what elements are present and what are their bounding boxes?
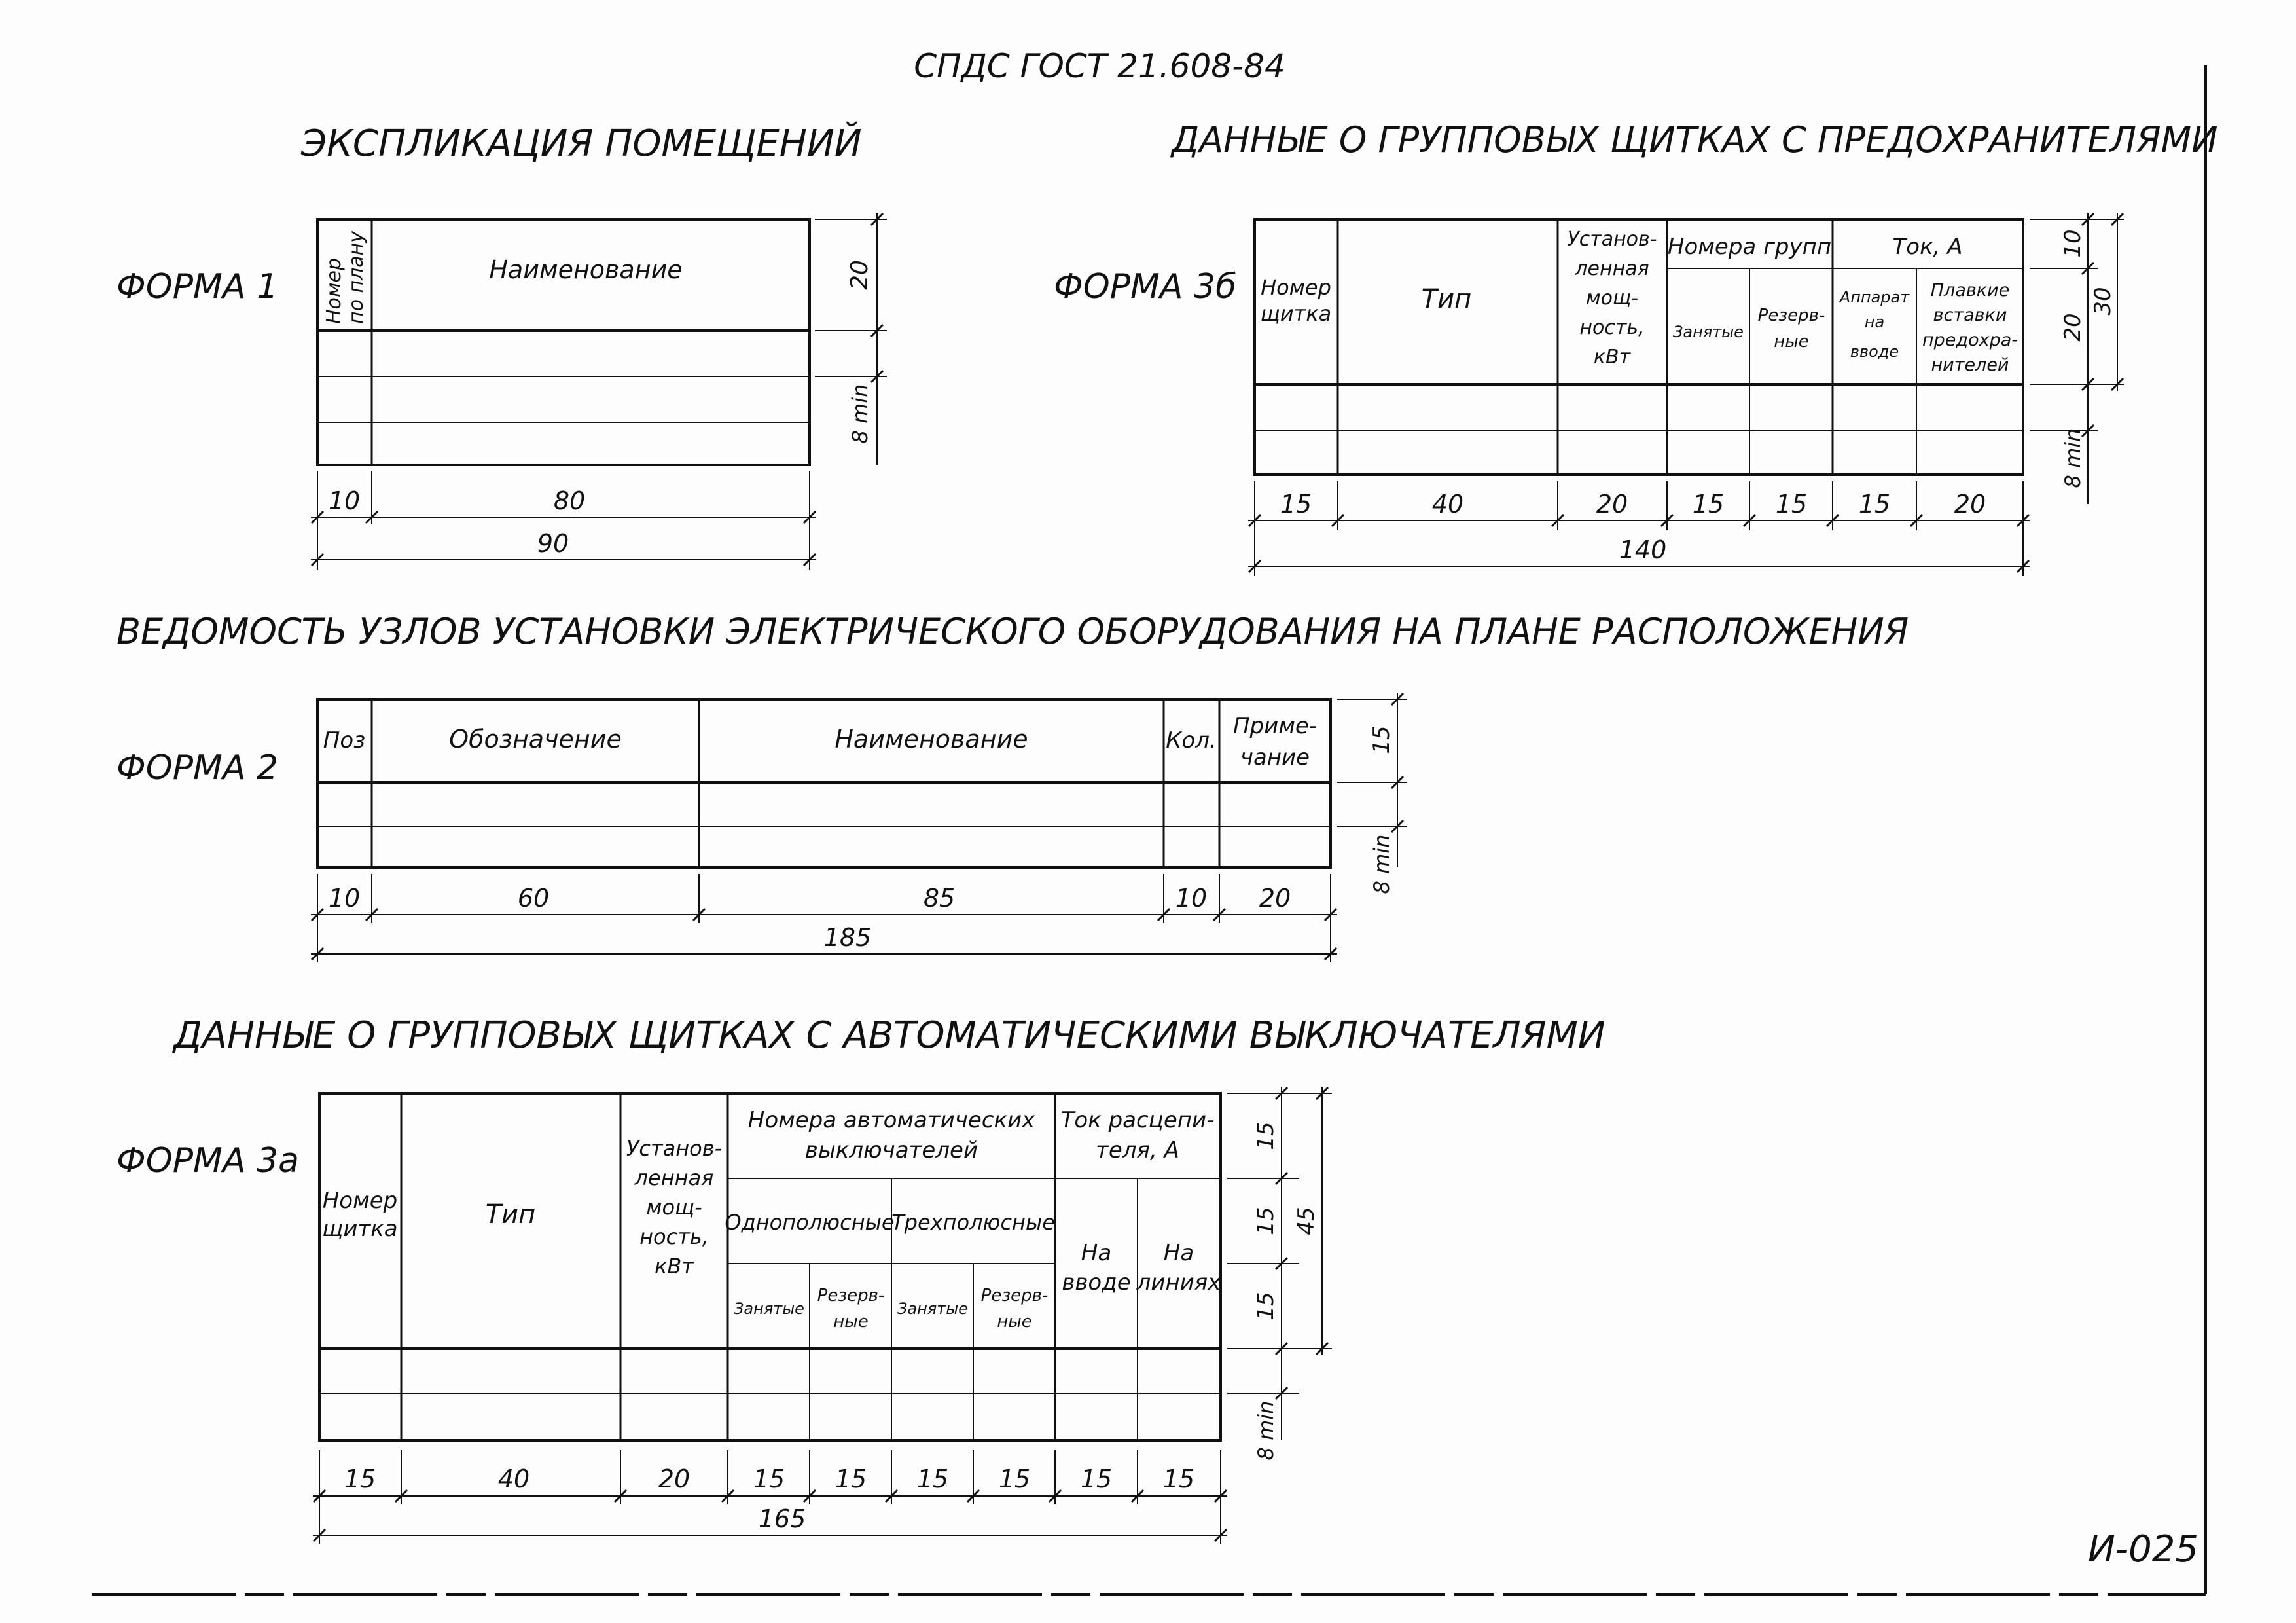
form3a-dim-col-6: 15 [916, 1465, 949, 1493]
form3b-col-panel-number-2: щитка [1260, 301, 1332, 326]
form2-dim-row-height: 8 min [1369, 834, 1394, 894]
form3b-dim-total: 140 [1619, 536, 1667, 564]
sheet-code: И-025 [2088, 1528, 2198, 1571]
form3a-col-breaker-numbers-1: Номера автоматических [747, 1107, 1035, 1133]
form1-dim-col-number: 10 [328, 486, 361, 515]
form2-col-name: Наименование [834, 725, 1028, 754]
form2-col-qty: Кол. [1166, 727, 1217, 754]
form3b-dim-row-height: 8 min [2060, 428, 2085, 488]
form1-dim-col-name: 80 [553, 486, 586, 515]
form1-section-title: ЭКСПЛИКАЦИЯ ПОМЕЩЕНИЙ [301, 122, 862, 165]
form3b-col-power-1: Установ- [1567, 228, 1657, 251]
form3a-col-three-pole: Трехполюсные [891, 1210, 1055, 1235]
form3b-col-power-5: кВт [1593, 346, 1631, 369]
form2-col-note-1: Приме- [1232, 713, 1318, 739]
form3a-col-breaker-numbers-2: выключателей [804, 1137, 978, 1163]
form2-dim-col-1: 10 [328, 884, 361, 913]
form3b-col-input-device-1: Аппарат [1839, 288, 1910, 306]
form3a-col-on-lines-2: линиях [1136, 1269, 1221, 1296]
form3b-col-power-4: ность, [1579, 316, 1645, 339]
form3a-dim-col-3: 20 [658, 1465, 691, 1493]
form3a-col-reserve-2a: Резерв- [980, 1286, 1049, 1305]
form3b-dim-col-6: 15 [1858, 490, 1891, 519]
form3b-col-input-device-3: вводе [1850, 342, 1899, 361]
form3a-table [319, 1093, 1221, 1440]
form3b-col-current: Ток, А [1892, 234, 1963, 260]
form3b-label: ФОРМА 3б [1054, 267, 1237, 306]
form2-dim-col-4: 10 [1175, 884, 1208, 913]
form3a-dim-header-total: 45 [1293, 1207, 1319, 1235]
form3b-dim-col-7: 20 [1954, 490, 1986, 519]
form3a-col-panel-number-2: щитка [322, 1216, 398, 1242]
form3b-section-title: ДАННЫЕ О ГРУППОВЫХ ЩИТКАХ С ПРЕДОХРАНИТЕЛЯМИ [1172, 119, 2218, 160]
form3a-dim-col-4: 15 [753, 1465, 785, 1493]
form3b-col-fuse-links-1: Плавкие [1930, 280, 2010, 301]
form3a-col-reserve-1a: Резерв- [817, 1286, 885, 1305]
form3a-col-power-2: ленная [634, 1165, 714, 1190]
form3a-dim-row-height: 8 min [1253, 1400, 1278, 1461]
form1-col-name: Наименование [489, 255, 683, 284]
form1-dim-row-height: 8 min [848, 384, 872, 444]
form2-col-designation: Обозначение [449, 725, 622, 754]
form3a-col-power-4: ность, [639, 1224, 709, 1249]
form3a-col-type: Тип [485, 1199, 536, 1230]
form3b-col-reserve-1: Резерв- [1757, 306, 1825, 325]
form3b-col-occupied: Занятые [1673, 323, 1744, 341]
form2-dim-col-5: 20 [1259, 884, 1291, 913]
form3b-col-reserve-2: ные [1774, 332, 1809, 352]
form3b-col-group-numbers: Номера групп [1667, 234, 1832, 260]
form3b-col-power-2: ленная [1575, 257, 1649, 280]
form3a-col-at-input-2: вводе [1062, 1269, 1131, 1296]
form3a-section-title: ДАННЫЕ О ГРУППОВЫХ ЩИТКАХ С АВТОМАТИЧЕСКИМИ ВЫКЛЮЧАТЕЛЯМИ [173, 1014, 1605, 1057]
form3a-col-release-current-2: теля, А [1096, 1137, 1179, 1163]
form3a-col-single-pole: Однополюсные [725, 1210, 895, 1235]
form3b-dim-header-top: 10 [2060, 229, 2086, 258]
form3a-dim-col-8: 15 [1080, 1465, 1113, 1493]
form1-col-number-line1: Номер [323, 257, 346, 324]
form3a-col-reserve-2b: ные [997, 1312, 1032, 1332]
form3b-dim-col-3: 20 [1596, 490, 1628, 519]
form3b-col-fuse-links-4: нителей [1931, 355, 2009, 375]
form2-col-note-2: чание [1240, 744, 1310, 771]
form2-label: ФОРМА 2 [117, 748, 279, 788]
form2-dim-col-2: 60 [517, 884, 550, 913]
form2-dim-header-height: 15 [1369, 725, 1395, 754]
form3b-col-power-3: мощ- [1585, 287, 1639, 310]
form3a-col-panel-number-1: Номер [322, 1188, 398, 1214]
form3a-col-reserve-1b: ные [833, 1312, 869, 1332]
form1-col-number-line2: по плану [345, 230, 368, 324]
form3a-dim-col-1: 15 [344, 1465, 376, 1493]
form2-section-title: ВЕДОМОСТЬ УЗЛОВ УСТАНОВКИ ЭЛЕКТРИЧЕСКОГО ОБОРУДОВАНИЯ НА ПЛАНЕ РАСПОЛОЖЕНИЯ [117, 611, 1909, 652]
form1-label: ФОРМА 1 [117, 267, 279, 306]
form2-dim-total: 185 [823, 923, 872, 952]
form1-dim-header-height: 20 [846, 260, 873, 290]
form3b-col-fuse-links-3: предохра- [1922, 330, 2018, 350]
form3a-dim-col-2: 40 [497, 1465, 530, 1493]
form3b-dim-header-bottom: 20 [2060, 313, 2086, 342]
form3b-dim-col-1: 15 [1280, 490, 1312, 519]
form3b-col-type: Тип [1421, 284, 1472, 314]
form3a-col-at-input-1: На [1081, 1240, 1112, 1266]
dimension-ticks [312, 213, 2123, 1541]
form3a-col-occupied-1: Занятые [734, 1300, 804, 1318]
form3b-dim-col-4: 15 [1692, 490, 1725, 519]
standard-header: СПДС ГОСТ 21.608-84 [914, 47, 1285, 85]
form3a-dim-header-row-3: 15 [1253, 1292, 1279, 1321]
form1-dim-total: 90 [537, 529, 569, 558]
form3b-dim-col-2: 40 [1431, 490, 1464, 519]
form2-col-pos: Поз [323, 727, 366, 754]
form3b-dim-header-total: 30 [2090, 287, 2116, 316]
form3a-col-power-1: Установ- [626, 1136, 723, 1161]
form3a-dim-col-5: 15 [834, 1465, 867, 1493]
form3b-col-panel-number-1: Номер [1261, 275, 1331, 300]
form3a-label: ФОРМА 3а [117, 1141, 299, 1180]
form3a-dim-total: 165 [758, 1504, 806, 1533]
form3b-col-fuse-links-2: вставки [1933, 305, 2007, 325]
form3b-dim-col-5: 15 [1775, 490, 1808, 519]
form3a-col-on-lines-1: На [1163, 1240, 1194, 1266]
form3a-col-power-5: кВт [655, 1254, 694, 1279]
form2-dim-col-3: 85 [923, 884, 956, 913]
form3a-col-occupied-2: Занятые [897, 1300, 968, 1318]
form3b-col-input-device-2: на [1864, 313, 1885, 331]
form3b-dimension-lines [1248, 213, 2124, 576]
form3a-col-power-3: мощ- [646, 1195, 702, 1220]
form3a-dim-col-9: 15 [1162, 1465, 1195, 1493]
form3a-col-release-current-1: Ток расцепи- [1060, 1107, 1215, 1133]
form3a-dim-header-row-2: 15 [1253, 1207, 1279, 1235]
form3a-dim-header-row-1: 15 [1253, 1122, 1279, 1150]
form3a-dim-col-7: 15 [998, 1465, 1031, 1493]
